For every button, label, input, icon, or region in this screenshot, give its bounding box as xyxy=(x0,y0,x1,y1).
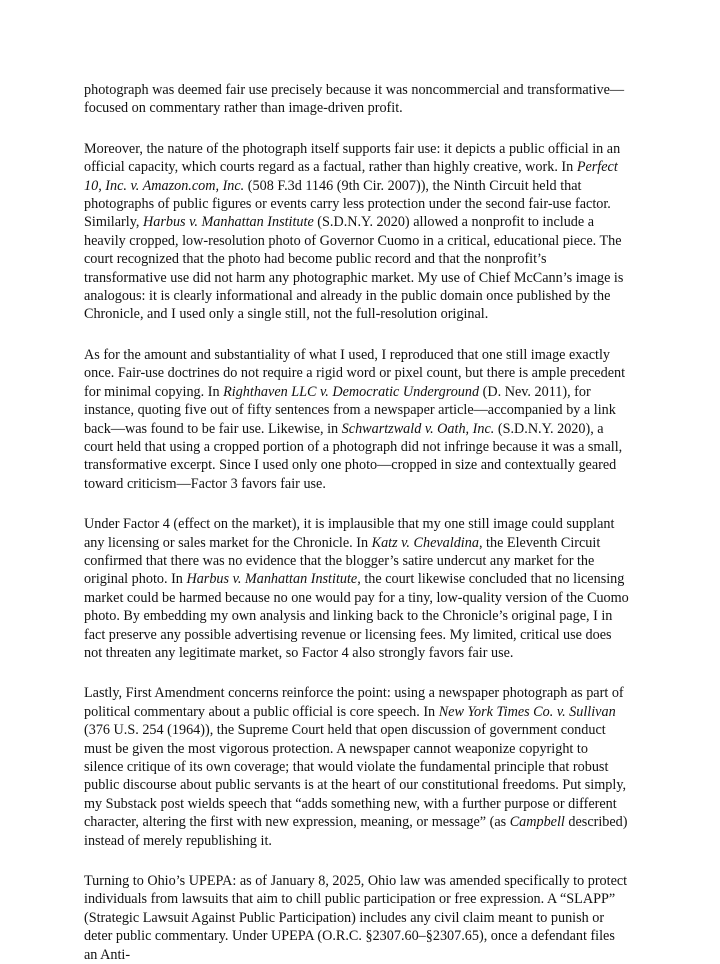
text-run: As for the amount and substantiality of what I used, I reproduced that one still image exactly once. Fair-use doctrines do not require a rigid word or pixel count, but there is ample precedent for minimal copying. In xyxy=(84,346,626,400)
text-run: , the court likewise concluded that no licensing market could be harmed because no one would pay for a tiny, low-quality version of the Cuomo photo. By embedding my own analysis and linking back to the Chronicle’s original page, I in fact preserve any possible advertising revenue or licensing fees. My limited, critical use does not threaten any legitimate market, so Factor 4 also strongly favors fair use. xyxy=(84,571,629,661)
text-run: photograph was deemed fair use precisely because it was noncommercial and transformative—focused on commentary rather than image-driven profit. xyxy=(84,82,625,117)
paragraph-6 xyxy=(84,872,630,964)
text-run: Moreover, the nature of the photograph itself supports fair use: it depicts a public official in an official capacity, which courts regard as a factual, rather than highly creative, work. In xyxy=(84,140,621,176)
case-citation: Righthaven LLC v. Democratic Underground xyxy=(223,383,480,400)
paragraph-5 xyxy=(84,684,630,850)
paragraph-1 xyxy=(84,81,630,118)
case-citation: Harbus v. Manhattan Institute xyxy=(142,214,314,231)
text-run: (508 F.3d 1146 (9th Cir. 2007)), the Ninth Circuit held that photographs of public figures or events carry less protection under the second fair-use factor. Similarly, xyxy=(84,177,611,231)
text-run: , the Eleventh Circuit confirmed that there was no evidence that the blogger’s satire undercut any market for the original photo. In xyxy=(84,534,601,588)
text-run: Lastly, First Amendment concerns reinforce the point: using a newspaper photograph as part of political commentary about a public official is core speech. In xyxy=(84,685,624,720)
case-citation: Perfect 10, Inc. v. Amazon.com, Inc. xyxy=(84,159,618,194)
text-run: Under Factor 4 (effect on the market), it is implausible that my one still image could supplant any licensing or sales market for the Chronicle. In xyxy=(84,516,615,551)
case-citation: New York Times Co. v. Sullivan xyxy=(438,703,616,720)
text-run: Turning to Ohio’s UPEPA: as of January 8, 2025, Ohio law was amended specifically to protect individuals from lawsuits that aim to chill public participation or free expression. A “SLAPP” (Strategic Lawsuit Against Public Participation) includes any civil claim meant to punish or deter public commentary. Under UPEPA (O.R.C. §2307.60–§2307.65), once a defendant files an Anti- xyxy=(84,873,628,963)
case-citation: Schwartzwald v. Oath, Inc. xyxy=(341,420,495,437)
case-citation: Campbell xyxy=(509,814,565,831)
paragraph-2 xyxy=(84,140,630,324)
paragraph-4 xyxy=(84,515,630,662)
case-citation: Katz v. Chevaldina xyxy=(371,534,479,551)
case-citation: Harbus v. Manhattan Institute xyxy=(186,571,358,588)
text-run: (376 U.S. 254 (1964)), the Supreme Court held that open discussion of government conduct must be given the most vigorous protection. A newspaper cannot weaponize copyright to silence critique of its own coverage; that would violate the fundamental principle that robust public discourse about public servants is at the heart of our constitutional freedoms. Put simply, my Substack post wields speech that “adds something new, with a further purpose or different character, altering the first with new expression, meaning, or message” (as xyxy=(84,722,627,831)
text-run: (S.D.N.Y. 2020), a court held that using a cropped portion of a photograph did not infringe because it was a small, transformative excerpt. Since I used only one photo—cropped in size and contextually geared toward criticism—Factor 3 favors fair use. xyxy=(84,420,623,492)
text-run: (S.D.N.Y. 2020) allowed a nonprofit to include a heavily cropped, low-resolution photo of Governor Cuomo in a critical, educational piece. The court recognized that the photo had become public record and that the nonprofit’s transformative use did not harm any photographic market. My use of Chief McCann’s image is analogous: it is clearly informational and already in the public domain once published by the Chronicle, and I used only a single still, not the full-resolution original. xyxy=(84,214,624,323)
text-run: (D. Nev. 2011), for instance, quoting five out of fifty sentences from a newspaper article—accompanied by a link back—was found to be fair use. Likewise, in xyxy=(84,383,616,437)
text-run: described) instead of merely republishing it. xyxy=(84,814,628,849)
paragraph-3 xyxy=(84,346,630,493)
